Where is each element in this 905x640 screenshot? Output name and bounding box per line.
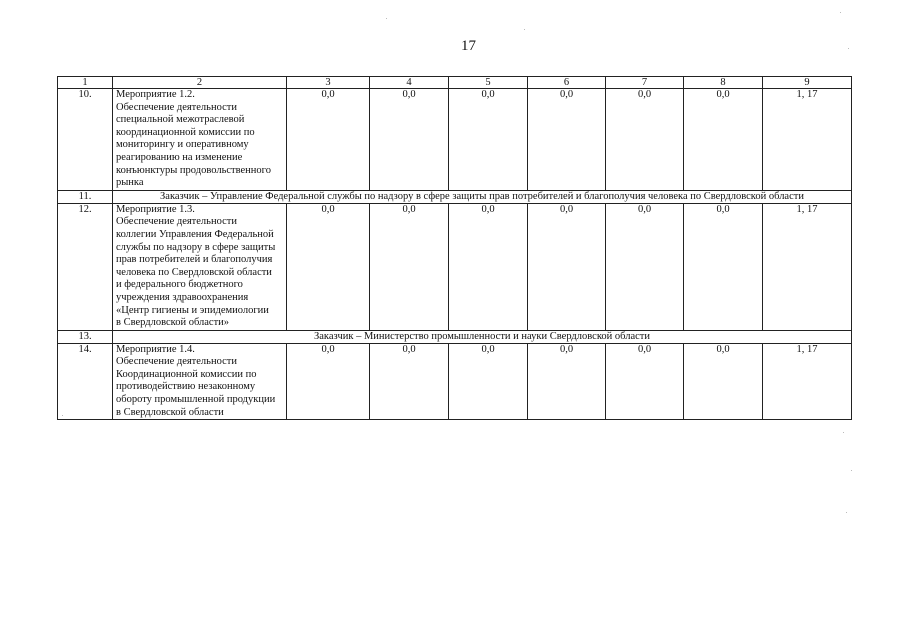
row-number: 12. [58, 203, 113, 330]
reference-cell: 1, 17 [763, 343, 852, 420]
value-cell: 0,0 [684, 203, 763, 330]
column-header: 9 [763, 77, 852, 89]
row-number: 13. [58, 330, 113, 343]
value-cell: 0,0 [606, 89, 684, 191]
column-header: 5 [449, 77, 528, 89]
column-number-header-row [58, 77, 852, 89]
table-row [58, 330, 852, 343]
row-number: 11. [58, 190, 113, 203]
scan-speck [846, 512, 847, 513]
column-header: 1 [58, 77, 113, 89]
value-cell: 0,0 [528, 343, 606, 420]
column-header: 2 [113, 77, 287, 89]
value-cell: 0,0 [370, 343, 449, 420]
measure-description: Мероприятие 1.3. Обеспечение деятельности коллегии Управления Федеральной службы по надзору в сфере защиты прав потребителей и благополучия человека по Свердловской области и федерального бюджетного учреждения здравоохранения «Центр гигиены и эпидемиологии в Свердловской области» [113, 203, 287, 330]
value-cell: 0,0 [449, 89, 528, 191]
scan-speck [524, 29, 525, 30]
value-cell: 0,0 [606, 203, 684, 330]
value-cell: 0,0 [287, 89, 370, 191]
measure-description: Мероприятие 1.4. Обеспечение деятельности Координационной комиссии по противодействию незаконному обороту промышленной продукции в Свердловской области [113, 343, 287, 420]
customer-heading: Заказчик – Управление Федеральной службы по надзору в сфере защиты прав потребителей и благополучия человека по Свердловской области [113, 190, 852, 203]
scan-speck [840, 12, 841, 13]
scan-speck [851, 470, 852, 471]
customer-heading: Заказчик – Министерство промышленности и науки Свердловской области [113, 330, 852, 343]
reference-cell: 1, 17 [763, 203, 852, 330]
column-header: 4 [370, 77, 449, 89]
program-measures-table [57, 76, 852, 420]
value-cell: 0,0 [606, 343, 684, 420]
column-header: 3 [287, 77, 370, 89]
value-cell: 0,0 [370, 89, 449, 191]
table-row [58, 343, 852, 420]
value-cell: 0,0 [449, 203, 528, 330]
column-header: 7 [606, 77, 684, 89]
value-cell: 0,0 [528, 89, 606, 191]
table-row [58, 190, 852, 203]
reference-cell: 1, 17 [763, 89, 852, 191]
table-row [58, 203, 852, 330]
scan-speck [386, 18, 387, 19]
column-header: 6 [528, 77, 606, 89]
row-number: 14. [58, 343, 113, 420]
scan-speck [848, 48, 849, 49]
column-header: 8 [684, 77, 763, 89]
value-cell: 0,0 [287, 343, 370, 420]
measure-description: Мероприятие 1.2. Обеспечение деятельности специальной межотраслевой координационной комиссии по мониторингу и оперативному реагированию на изменение конъюнктуры продовольственного рынка [113, 89, 287, 191]
value-cell: 0,0 [684, 343, 763, 420]
value-cell: 0,0 [449, 343, 528, 420]
table-row [58, 89, 852, 191]
value-cell: 0,0 [287, 203, 370, 330]
scan-speck [62, 415, 63, 416]
value-cell: 0,0 [528, 203, 606, 330]
value-cell: 0,0 [684, 89, 763, 191]
row-number: 10. [58, 89, 113, 191]
page-number: 17 [461, 38, 476, 54]
scan-speck [843, 432, 844, 433]
value-cell: 0,0 [370, 203, 449, 330]
